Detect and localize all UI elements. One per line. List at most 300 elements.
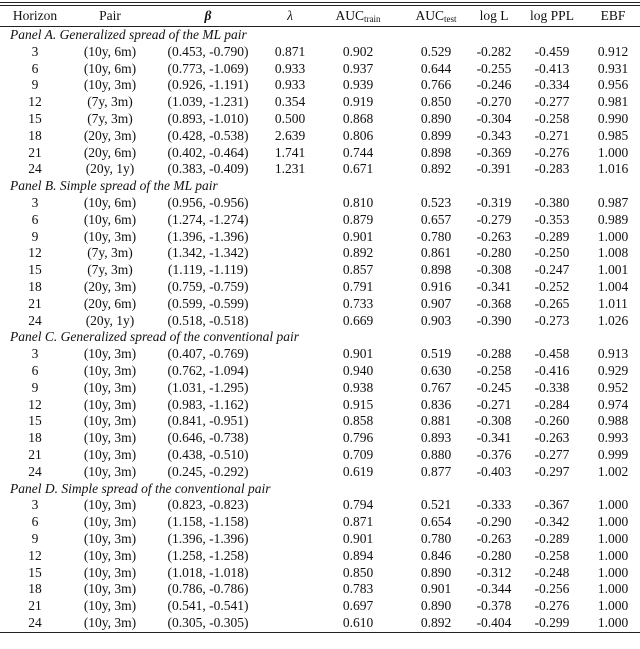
cell-ebf: 0.988 [597, 413, 629, 429]
cell-ebf: 0.985 [597, 127, 629, 143]
cell-log-l: -0.308 [476, 413, 512, 429]
cell-log-ppl: -0.367 [534, 497, 570, 513]
cell-pair: (7y, 3m) [87, 110, 133, 126]
cell-log-ppl: -0.458 [534, 346, 570, 362]
panel-title: Panel D. Simple spread of the conventional pair [10, 480, 271, 496]
cell-beta: (0.893, -1.010) [167, 110, 249, 126]
cell-pair: (10y, 6m) [83, 194, 137, 210]
cell-log-l: -0.280 [476, 245, 512, 261]
cell-horizon: 9 [31, 530, 39, 546]
cell-auc-test: 0.644 [420, 60, 452, 76]
cell-horizon: 12 [28, 245, 42, 261]
cell-pair: (10y, 6m) [83, 43, 137, 59]
panel-title: Panel A. Generalized spread of the ML pair [10, 27, 247, 42]
cell-log-l: -0.288 [476, 346, 512, 362]
cell-log-l: -0.255 [476, 60, 512, 76]
cell-auc-test: 0.893 [420, 430, 452, 446]
cell-ebf: 0.989 [597, 211, 629, 227]
cell-lambda: 0.871 [274, 43, 306, 59]
cell-log-ppl: -0.284 [534, 396, 570, 412]
cell-beta: (0.438, -0.510) [167, 446, 249, 462]
cell-auc-train: 0.868 [342, 110, 374, 126]
cell-log-l: -0.368 [476, 295, 512, 311]
cell-ebf: 0.952 [597, 379, 629, 395]
cell-log-l: -0.319 [476, 194, 512, 210]
cell-auc-test: 0.892 [420, 614, 452, 630]
cell-log-ppl: -0.250 [534, 245, 570, 261]
table-row [0, 363, 640, 380]
cell-auc-train: 0.938 [342, 379, 374, 395]
panel-heading-row [0, 481, 640, 498]
table-row [0, 245, 640, 262]
cell-beta: (0.518, -0.518) [167, 312, 249, 328]
cell-log-l: -0.344 [476, 581, 512, 597]
header-auc-train-base: AUC [335, 8, 364, 23]
cell-log-ppl: -0.380 [534, 194, 570, 210]
cell-horizon: 24 [28, 614, 42, 630]
cell-ebf: 0.999 [597, 446, 629, 462]
cell-lambda [266, 514, 314, 531]
cell-ebf: 0.981 [597, 94, 629, 110]
cell-beta: (0.402, -0.464) [167, 144, 249, 160]
cell-horizon: 21 [28, 295, 42, 311]
cell-pair: (10y, 6m) [83, 60, 137, 76]
table-row [0, 548, 640, 565]
cell-auc-test: 0.850 [420, 94, 452, 110]
cell-beta: (0.762, -1.094) [167, 362, 249, 378]
table-row [0, 212, 640, 229]
cell-lambda [266, 313, 314, 330]
cell-log-ppl: -0.416 [534, 362, 570, 378]
table-row [0, 195, 640, 212]
cell-ebf: 1.026 [597, 312, 629, 328]
cell-log-ppl: -0.277 [534, 94, 570, 110]
cell-lambda [266, 413, 314, 430]
cell-log-l: -0.369 [476, 144, 512, 160]
cell-beta: (0.983, -1.162) [167, 396, 249, 412]
cell-ebf: 1.011 [598, 295, 628, 311]
cell-log-l: -0.391 [476, 161, 512, 177]
cell-auc-train: 0.892 [342, 245, 374, 261]
cell-horizon: 12 [28, 94, 42, 110]
cell-horizon: 9 [31, 379, 39, 395]
cell-log-l: -0.333 [476, 497, 512, 513]
header-log-ppl: log PPL [518, 6, 586, 27]
panel-title: Panel C. Generalized spread of the conventional pair [10, 329, 299, 345]
cell-beta: (0.956, -0.956) [167, 194, 249, 210]
cell-horizon: 15 [28, 413, 42, 429]
cell-beta: (1.031, -1.295) [167, 379, 249, 395]
cell-log-l: -0.341 [476, 430, 512, 446]
cell-lambda: 1.231 [274, 161, 306, 177]
cell-log-l: -0.378 [476, 598, 512, 614]
cell-log-ppl: -0.276 [534, 144, 570, 160]
cell-auc-train: 0.937 [342, 60, 374, 76]
cell-pair: (20y, 3m) [83, 127, 137, 143]
cell-log-l: -0.403 [476, 463, 512, 479]
cell-horizon: 24 [28, 312, 42, 328]
table-body [0, 27, 640, 632]
cell-horizon: 18 [28, 127, 42, 143]
cell-beta: (0.428, -0.538) [167, 127, 249, 143]
header-log-l: log L [470, 6, 518, 27]
table-row [0, 313, 640, 330]
cell-pair: (10y, 3m) [83, 497, 137, 513]
cell-auc-train: 0.858 [342, 413, 374, 429]
cell-lambda [266, 548, 314, 565]
cell-log-ppl: -0.247 [534, 262, 570, 278]
cell-beta: (0.926, -1.191) [167, 77, 249, 93]
cell-beta: (0.773, -1.069) [167, 60, 249, 76]
cell-ebf: 0.990 [597, 110, 629, 126]
cell-log-ppl: -0.283 [534, 161, 570, 177]
table-row [0, 413, 640, 430]
cell-log-l: -0.404 [476, 614, 512, 630]
cell-ebf: 1.000 [597, 530, 629, 546]
cell-lambda [266, 279, 314, 296]
cell-ebf: 0.987 [597, 194, 629, 210]
cell-beta: (1.119, -1.119) [168, 262, 248, 278]
cell-pair: (20y, 1y) [85, 161, 135, 177]
cell-pair: (10y, 3m) [83, 77, 137, 93]
cell-log-ppl: -0.289 [534, 530, 570, 546]
cell-ebf: 1.000 [597, 614, 629, 630]
cell-log-l: -0.279 [476, 211, 512, 227]
panel-heading-row [0, 27, 640, 44]
table-row [0, 447, 640, 464]
cell-ebf: 0.913 [597, 346, 629, 362]
cell-auc-test: 0.916 [420, 278, 452, 294]
cell-pair: (7y, 3m) [87, 245, 133, 261]
cell-pair: (7y, 3m) [87, 262, 133, 278]
cell-beta: (0.541, -0.541) [167, 598, 249, 614]
table-row [0, 94, 640, 111]
cell-log-ppl: -0.248 [534, 564, 570, 580]
table-row [0, 346, 640, 363]
cell-ebf: 1.000 [597, 228, 629, 244]
cell-pair: (10y, 6m) [83, 211, 137, 227]
cell-lambda [266, 195, 314, 212]
cell-auc-train: 0.796 [342, 430, 374, 446]
cell-horizon: 18 [28, 430, 42, 446]
cell-log-l: -0.312 [476, 564, 512, 580]
cell-lambda: 0.933 [274, 77, 306, 93]
cell-auc-train: 0.669 [342, 312, 374, 328]
cell-horizon: 6 [31, 514, 39, 530]
table-row [0, 145, 640, 162]
cell-log-ppl: -0.252 [534, 278, 570, 294]
cell-lambda [266, 346, 314, 363]
cell-horizon: 21 [28, 446, 42, 462]
cell-log-l: -0.308 [476, 262, 512, 278]
header-auc-test-base: AUC [415, 8, 444, 23]
cell-auc-train: 0.671 [342, 161, 374, 177]
cell-auc-test: 0.780 [420, 530, 452, 546]
cell-ebf: 1.000 [597, 564, 629, 580]
cell-auc-test: 0.898 [420, 144, 452, 160]
cell-auc-train: 0.879 [342, 211, 374, 227]
table-row [0, 61, 640, 78]
cell-auc-test: 0.529 [420, 43, 452, 59]
cell-log-ppl: -0.297 [534, 463, 570, 479]
cell-pair: (10y, 3m) [83, 346, 137, 362]
cell-lambda [266, 262, 314, 279]
table-row [0, 531, 640, 548]
cell-horizon: 18 [28, 278, 42, 294]
cell-horizon: 9 [31, 77, 39, 93]
panel-title: Panel B. Simple spread of the ML pair [10, 178, 218, 194]
cell-ebf: 1.016 [597, 161, 629, 177]
cell-auc-train: 0.940 [342, 362, 374, 378]
cell-lambda: 2.639 [274, 127, 306, 143]
cell-pair: (10y, 3m) [83, 463, 137, 479]
panel-heading-row [0, 178, 640, 195]
cell-auc-train: 0.857 [342, 262, 374, 278]
cell-beta: (1.274, -1.274) [167, 211, 249, 227]
cell-lambda [266, 581, 314, 598]
cell-log-l: -0.271 [476, 396, 512, 412]
cell-horizon: 21 [28, 598, 42, 614]
table-row [0, 262, 640, 279]
cell-log-l: -0.245 [476, 379, 512, 395]
cell-log-l: -0.263 [476, 530, 512, 546]
header-auc-test-sub: test [444, 14, 457, 24]
cell-lambda [266, 245, 314, 262]
cell-pair: (10y, 3m) [83, 514, 137, 530]
cell-log-l: -0.282 [476, 43, 512, 59]
cell-log-ppl: -0.289 [534, 228, 570, 244]
cell-log-l: -0.376 [476, 446, 512, 462]
table-row [0, 161, 640, 178]
cell-auc-train: 0.901 [342, 228, 374, 244]
cell-auc-train: 0.744 [342, 144, 374, 160]
cell-horizon: 6 [31, 60, 39, 76]
cell-log-ppl: -0.338 [534, 379, 570, 395]
table-row [0, 229, 640, 246]
cell-auc-train: 0.794 [342, 497, 374, 513]
cell-horizon: 24 [28, 463, 42, 479]
cell-auc-train: 0.901 [342, 346, 374, 362]
cell-beta: (0.245, -0.292) [167, 463, 249, 479]
cell-pair: (10y, 3m) [83, 430, 137, 446]
cell-log-l: -0.304 [476, 110, 512, 126]
table-row [0, 397, 640, 414]
cell-lambda [266, 380, 314, 397]
cell-ebf: 0.993 [597, 430, 629, 446]
cell-auc-test: 0.890 [420, 110, 452, 126]
cell-beta: (0.453, -0.790) [167, 43, 249, 59]
cell-auc-train: 0.733 [342, 295, 374, 311]
cell-auc-test: 0.901 [420, 581, 452, 597]
cell-log-ppl: -0.256 [534, 581, 570, 597]
cell-auc-test: 0.861 [420, 245, 452, 261]
cell-auc-train: 0.783 [342, 581, 374, 597]
cell-pair: (20y, 6m) [83, 144, 137, 160]
cell-log-ppl: -0.260 [534, 413, 570, 429]
cell-log-ppl: -0.273 [534, 312, 570, 328]
cell-ebf: 1.000 [597, 144, 629, 160]
cell-pair: (10y, 3m) [83, 362, 137, 378]
cell-auc-train: 0.915 [342, 396, 374, 412]
cell-beta: (0.786, -0.786) [167, 581, 249, 597]
cell-horizon: 6 [31, 211, 39, 227]
cell-log-l: -0.290 [476, 514, 512, 530]
cell-lambda: 0.933 [274, 60, 306, 76]
cell-auc-train: 0.791 [342, 278, 374, 294]
cell-horizon: 3 [31, 346, 39, 362]
cell-pair: (10y, 3m) [83, 379, 137, 395]
bottom-rule [0, 632, 640, 633]
cell-pair: (10y, 3m) [83, 530, 137, 546]
cell-beta: (0.823, -0.823) [167, 497, 249, 513]
cell-pair: (10y, 3m) [83, 564, 137, 580]
cell-auc-train: 0.901 [342, 530, 374, 546]
cell-beta: (0.383, -0.409) [167, 161, 249, 177]
cell-pair: (20y, 1y) [85, 312, 135, 328]
cell-log-ppl: -0.276 [534, 598, 570, 614]
panel-heading-row [0, 329, 640, 346]
cell-beta: (1.158, -1.158) [167, 514, 249, 530]
cell-log-ppl: -0.271 [534, 127, 570, 143]
cell-ebf: 1.000 [597, 547, 629, 563]
cell-auc-train: 0.939 [342, 77, 374, 93]
header-auc-test [402, 6, 470, 27]
table-header [0, 6, 640, 27]
cell-lambda [266, 531, 314, 548]
cell-lambda [266, 397, 314, 414]
table-row [0, 598, 640, 615]
cell-ebf: 0.931 [597, 60, 629, 76]
cell-ebf: 1.000 [597, 598, 629, 614]
cell-auc-test: 0.846 [420, 547, 452, 563]
cell-auc-train: 0.697 [342, 598, 374, 614]
cell-beta: (1.342, -1.342) [167, 245, 249, 261]
cell-auc-test: 0.657 [420, 211, 452, 227]
header-lambda: λ [266, 6, 314, 27]
cell-log-l: -0.341 [476, 278, 512, 294]
cell-log-ppl: -0.265 [534, 295, 570, 311]
cell-horizon: 12 [28, 547, 42, 563]
cell-auc-train: 0.894 [342, 547, 374, 563]
cell-horizon: 24 [28, 161, 42, 177]
cell-beta: (0.305, -0.305) [167, 614, 249, 630]
header-horizon: Horizon [0, 6, 70, 27]
cell-pair: (10y, 3m) [83, 547, 137, 563]
header-auc-train [314, 6, 402, 27]
cell-auc-test: 0.523 [420, 194, 452, 210]
table-row [0, 430, 640, 447]
table-row [0, 581, 640, 598]
cell-log-l: -0.246 [476, 77, 512, 93]
cell-auc-test: 0.766 [420, 77, 452, 93]
cell-auc-test: 0.767 [420, 379, 452, 395]
cell-lambda: 1.741 [274, 144, 306, 160]
cell-beta: (1.039, -1.231) [167, 94, 249, 110]
cell-lambda [266, 565, 314, 582]
cell-horizon: 3 [31, 497, 39, 513]
cell-auc-test: 0.654 [420, 514, 452, 530]
cell-ebf: 0.974 [597, 396, 629, 412]
cell-auc-train: 0.871 [342, 514, 374, 530]
header-ebf: EBF [586, 6, 640, 27]
cell-beta: (1.258, -1.258) [167, 547, 249, 563]
cell-auc-train: 0.806 [342, 127, 374, 143]
cell-log-ppl: -0.258 [534, 110, 570, 126]
cell-auc-train: 0.850 [342, 564, 374, 580]
cell-auc-test: 0.780 [420, 228, 452, 244]
cell-ebf: 1.000 [597, 514, 629, 530]
cell-pair: (10y, 3m) [83, 396, 137, 412]
cell-log-ppl: -0.342 [534, 514, 570, 530]
table-row [0, 128, 640, 145]
header-beta: β [150, 6, 266, 27]
cell-horizon: 6 [31, 362, 39, 378]
cell-pair: (7y, 3m) [87, 94, 133, 110]
cell-log-l: -0.343 [476, 127, 512, 143]
cell-auc-test: 0.877 [420, 463, 452, 479]
cell-ebf: 1.004 [597, 278, 629, 294]
cell-horizon: 15 [28, 262, 42, 278]
cell-horizon: 3 [31, 43, 39, 59]
header-pair: Pair [70, 6, 150, 27]
cell-lambda [266, 229, 314, 246]
cell-lambda: 0.354 [274, 94, 306, 110]
cell-lambda [266, 212, 314, 229]
cell-auc-train: 0.619 [342, 463, 374, 479]
cell-horizon: 15 [28, 564, 42, 580]
cell-pair: (10y, 3m) [83, 446, 137, 462]
cell-auc-test: 0.907 [420, 295, 452, 311]
table-row [0, 380, 640, 397]
cell-horizon: 18 [28, 581, 42, 597]
results-table [0, 6, 640, 632]
cell-log-l: -0.390 [476, 312, 512, 328]
cell-beta: (0.759, -0.759) [167, 278, 249, 294]
cell-pair: (20y, 6m) [83, 295, 137, 311]
cell-log-ppl: -0.353 [534, 211, 570, 227]
cell-ebf: 1.008 [597, 245, 629, 261]
cell-auc-test: 0.903 [420, 312, 452, 328]
cell-log-ppl: -0.263 [534, 430, 570, 446]
cell-ebf: 1.001 [597, 262, 629, 278]
cell-log-ppl: -0.299 [534, 614, 570, 630]
cell-auc-test: 0.892 [420, 161, 452, 177]
cell-lambda [266, 447, 314, 464]
table-row [0, 111, 640, 128]
header-auc-train-sub: train [364, 14, 381, 24]
cell-auc-test: 0.630 [420, 362, 452, 378]
cell-horizon: 12 [28, 396, 42, 412]
cell-auc-train: 0.610 [342, 614, 374, 630]
cell-ebf: 1.002 [597, 463, 629, 479]
cell-lambda [266, 615, 314, 632]
cell-auc-test: 0.890 [420, 598, 452, 614]
cell-pair: (20y, 3m) [83, 278, 137, 294]
cell-beta: (1.018, -1.018) [167, 564, 249, 580]
cell-auc-test: 0.519 [420, 346, 452, 362]
cell-lambda [266, 430, 314, 447]
table-row [0, 44, 640, 61]
cell-beta: (0.407, -0.769) [167, 346, 249, 362]
table-row [0, 615, 640, 632]
cell-pair: (10y, 3m) [83, 614, 137, 630]
cell-ebf: 1.000 [597, 497, 629, 513]
cell-pair: (10y, 3m) [83, 598, 137, 614]
cell-lambda [266, 363, 314, 380]
cell-horizon: 21 [28, 144, 42, 160]
table-row [0, 497, 640, 514]
cell-auc-test: 0.836 [420, 396, 452, 412]
